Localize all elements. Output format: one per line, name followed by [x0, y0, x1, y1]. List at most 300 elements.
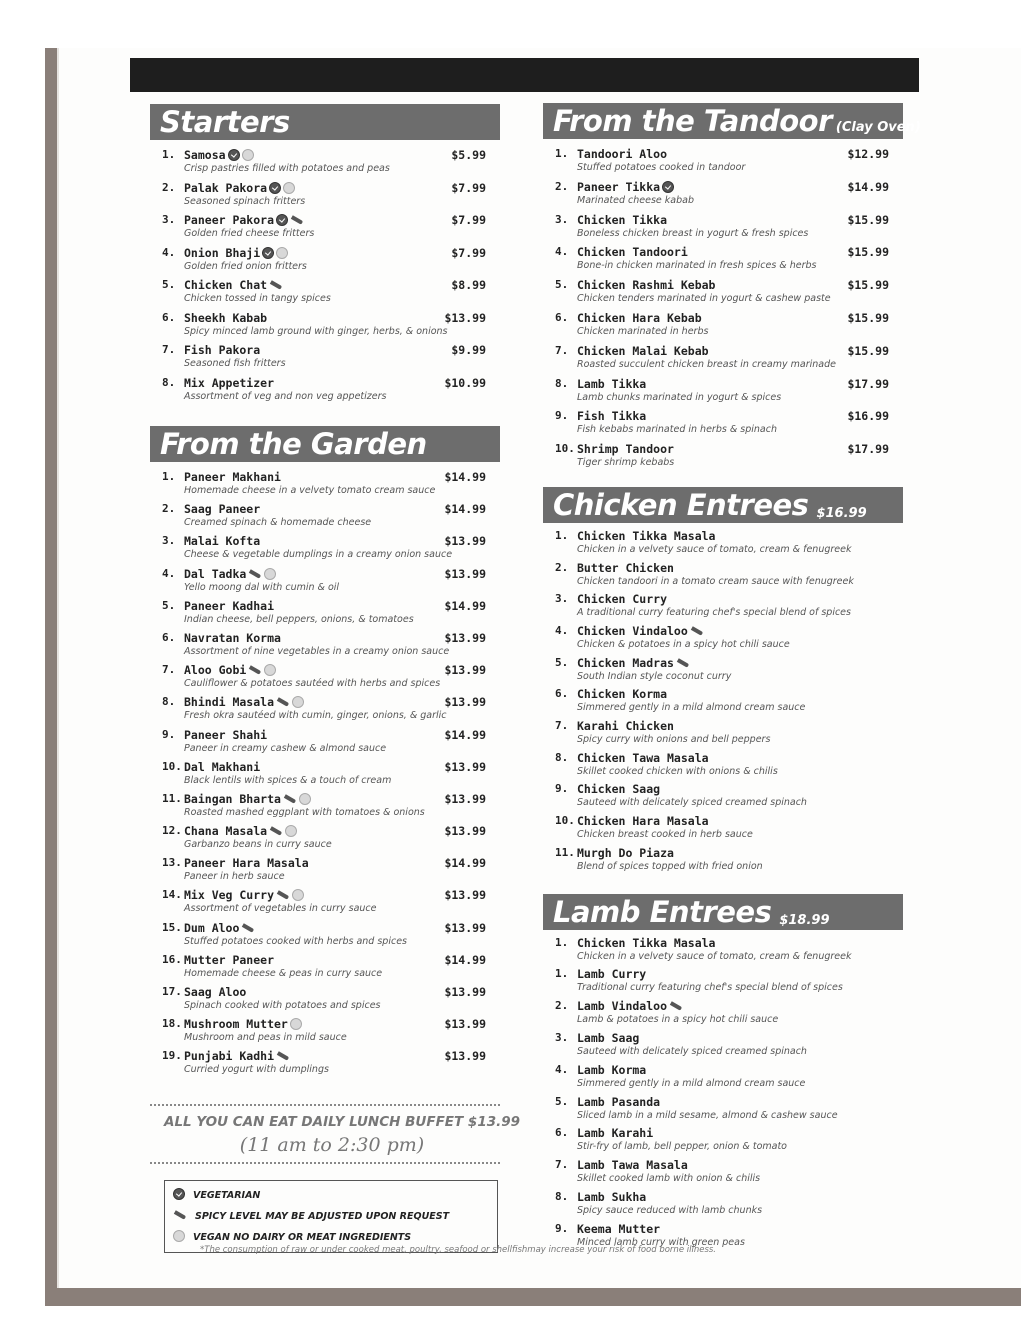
- item-description: Black lentils with spices & a touch of cream: [184, 774, 392, 786]
- menu-item: [543, 278, 903, 311]
- chili-pepper-icon: [283, 795, 297, 805]
- item-description: Golden fried onion fritters: [184, 260, 307, 272]
- item-price: $14.99: [847, 179, 889, 194]
- vegan-icon: [276, 247, 288, 259]
- menu-item: [150, 567, 500, 599]
- chili-pepper-icon: [276, 1052, 290, 1062]
- item-description: Chicken marinated in herbs: [577, 325, 709, 337]
- menu-item: [150, 311, 500, 344]
- vegan-icon: [285, 825, 297, 837]
- menu-item: [150, 888, 500, 920]
- menu-item: [543, 213, 903, 246]
- item-price: $13.99: [444, 310, 486, 325]
- item-number: 10.: [162, 759, 182, 773]
- item-description: Spinach cooked with potatoes and spices: [184, 1000, 381, 1011]
- vegetarian-icon: [276, 214, 288, 226]
- starters-header: [150, 104, 500, 140]
- item-number: 9.: [555, 409, 569, 423]
- item-description: Skillet cooked chicken with onions & chilis: [577, 765, 778, 777]
- item-number: 4.: [162, 566, 176, 580]
- menu-item: [150, 824, 500, 856]
- item-price: $13.99: [444, 566, 486, 581]
- menu-item: [150, 599, 500, 631]
- chili-pepper-icon: [276, 891, 290, 901]
- menu-item: [150, 695, 500, 727]
- item-description: Spicy minced lamb ground with ginger, herbs, & onions: [184, 325, 448, 337]
- item-number: 2.: [555, 179, 569, 193]
- item-name: Lamb Tikka: [577, 376, 647, 391]
- item-description: Boneless chicken breast in yogurt & fresh spices: [577, 227, 809, 239]
- item-description: Creamed spinach & homemade cheese: [184, 517, 372, 529]
- starters-list: [150, 148, 500, 408]
- item-number: 8.: [162, 375, 176, 389]
- menu-item: [150, 502, 500, 534]
- vegan-icon: [299, 793, 311, 805]
- menu-item: [150, 470, 500, 502]
- vegan-icon: [173, 1230, 185, 1242]
- legend-vegetarian-label: VEGETARIAN: [193, 1189, 261, 1201]
- item-name: Paneer Pakora: [184, 213, 275, 227]
- menu-item: [150, 728, 500, 760]
- item-name: Butter Chicken: [577, 560, 674, 575]
- item-name: Paneer Makhani: [184, 470, 281, 484]
- item-number: 19.: [162, 1049, 182, 1063]
- chili-pepper-icon: [669, 1002, 683, 1012]
- item-description: Stuffed potatoes cooked in tandoor: [577, 162, 746, 173]
- item-description: Chicken tossed in tangy spices: [184, 293, 331, 304]
- item-number: 8.: [162, 695, 176, 709]
- item-description: Paneer in creamy cashew & almond sauce: [184, 742, 387, 754]
- item-description: Traditional curry featuring chef's special blend of spices: [577, 982, 843, 994]
- item-number: 18.: [162, 1017, 182, 1031]
- item-name: Saag Aloo: [184, 985, 247, 999]
- menu-item: [543, 1158, 903, 1190]
- item-number: 5.: [162, 598, 176, 612]
- item-name: Saag Paneer: [184, 502, 261, 517]
- menu-item: [543, 687, 903, 719]
- item-name: Chicken Curry: [577, 592, 668, 607]
- item-name: Chicken Madras: [577, 655, 674, 670]
- chicken-header: [543, 487, 903, 523]
- item-number: 6.: [555, 310, 569, 324]
- tandoor-section: [543, 103, 921, 475]
- item-name: Punjabi Kadhi: [184, 1049, 275, 1064]
- item-price: $7.99: [451, 180, 486, 195]
- lamb-section: [543, 894, 903, 1254]
- tandoor-list: [543, 147, 903, 475]
- lamb-title: Lamb Entrees: [553, 894, 772, 929]
- item-description: Fresh okra sautéed with cumin, ginger, onions, & garlic: [184, 710, 447, 722]
- item-name: Dal Makhani: [184, 759, 261, 774]
- item-number: 2.: [555, 999, 569, 1013]
- chili-pepper-icon: [269, 827, 283, 837]
- vegetarian-icon: [173, 1188, 185, 1200]
- item-description: Lamb & potatoes in a spicy hot chili sauce: [577, 1014, 779, 1026]
- item-description: Chicken in a velvety sauce of tomato, cream & fenugreek: [577, 950, 852, 962]
- menu-item: [543, 245, 903, 278]
- item-number: 7.: [555, 1158, 569, 1172]
- item-price: $15.99: [847, 245, 889, 260]
- item-name: Baingan Bharta: [184, 791, 281, 806]
- buffet-hours: (11 am to 2:30 pm): [239, 1133, 425, 1156]
- lamb-list: [543, 936, 903, 1254]
- chili-pepper-icon: [676, 659, 690, 669]
- item-price: $13.99: [444, 985, 486, 999]
- item-price: $15.99: [847, 212, 889, 227]
- item-name: Aloo Gobi: [184, 663, 247, 678]
- item-description: Chicken tandoori in a tomato cream sauce with fenugreek: [577, 575, 854, 587]
- item-price: $13.99: [444, 888, 486, 903]
- item-number: 4.: [162, 245, 176, 259]
- item-name: Onion Bhaji: [184, 245, 261, 260]
- item-name: Chicken Korma: [577, 687, 668, 702]
- item-number: 9.: [162, 727, 176, 741]
- item-number: 1.: [555, 528, 569, 542]
- item-number: 8.: [555, 750, 569, 764]
- menu-item: [543, 1095, 903, 1127]
- item-number: 7.: [162, 663, 176, 677]
- item-number: 8.: [555, 1189, 569, 1203]
- item-number: 5.: [555, 1094, 569, 1108]
- menu-item: [150, 792, 500, 824]
- item-description: Seasoned fish fritters: [184, 358, 286, 369]
- menu-item: [543, 344, 903, 377]
- item-price: $13.99: [444, 759, 486, 774]
- item-name: Chicken Vindaloo: [577, 624, 688, 639]
- item-number: 6.: [162, 310, 176, 324]
- item-name: Dum Aloo: [184, 920, 240, 935]
- item-name: Mix Veg Curry: [184, 888, 275, 903]
- item-price: $17.99: [847, 376, 889, 391]
- vegan-icon: [292, 889, 304, 901]
- item-name: Shrimp Tandoor: [577, 442, 674, 457]
- garden-list: [150, 470, 500, 1082]
- item-price: $17.99: [847, 442, 889, 457]
- icon-legend: [164, 1180, 498, 1253]
- item-description: Crisp pastries filled with potatoes and peas: [184, 163, 390, 174]
- legend-spicy-label: SPICY LEVEL MAY BE ADJUSTED UPON REQUEST: [195, 1210, 450, 1222]
- starters-title: Starters: [160, 105, 290, 139]
- item-description: Bone-in chicken marinated in fresh spices & herbs: [577, 260, 817, 272]
- item-description: Minced lamb curry with green peas: [577, 1236, 745, 1248]
- item-description: Golden fried cheese fritters: [184, 228, 315, 239]
- menu-item: [543, 967, 903, 999]
- item-number: 9.: [555, 1221, 569, 1235]
- item-name: Keema Mutter: [577, 1221, 661, 1236]
- menu-item: [150, 953, 500, 985]
- item-number: 7.: [555, 343, 569, 357]
- menu-item: [543, 656, 903, 688]
- garden-header: [150, 426, 500, 462]
- item-price: $8.99: [451, 278, 486, 292]
- item-number: 3.: [555, 592, 569, 606]
- item-name: Chicken Tikka Masala: [577, 528, 716, 543]
- item-name: Navratan Korma: [184, 630, 281, 645]
- menu-item: [150, 631, 500, 663]
- item-number: 9.: [555, 782, 569, 796]
- menu-item: [150, 921, 500, 953]
- item-description: Tiger shrimp kebabs: [577, 457, 675, 469]
- legend-vegetarian: [173, 1185, 489, 1206]
- buffet-title: ALL YOU CAN EAT DAILY LUNCH BUFFET $13.99: [164, 1113, 521, 1130]
- item-description: Sauteed with delicately spiced creamed spinach: [577, 1045, 807, 1057]
- item-description: Blend of spices topped with fried onion: [577, 860, 763, 872]
- right-column: [543, 103, 921, 1254]
- item-name: Samosa: [184, 148, 226, 162]
- item-price: $13.99: [444, 824, 486, 839]
- tandoor-title: From the Tandoor: [553, 104, 832, 138]
- menu-item: [150, 760, 500, 792]
- menu-item: [543, 751, 903, 783]
- item-number: 4.: [555, 1062, 569, 1076]
- item-description: Yello moong dal with cumin & oil: [184, 581, 340, 593]
- item-price: $13.99: [444, 920, 486, 935]
- vegan-icon: [264, 664, 276, 676]
- chicken-list: [543, 529, 903, 878]
- menu-item: [150, 1017, 500, 1049]
- item-number: 17.: [162, 985, 182, 998]
- item-description: Stuffed potatoes cooked with herbs and spices: [184, 935, 407, 947]
- legend-spicy: [173, 1206, 489, 1227]
- item-description: Simmered gently in a mild almond cream sauce: [577, 1077, 806, 1089]
- item-name: Fish Pakora: [184, 343, 261, 357]
- item-number: 3.: [555, 1030, 569, 1044]
- item-description: Sauteed with delicately spiced creamed spinach: [577, 797, 807, 809]
- item-description: Chicken tenders marinated in yogurt & cashew paste: [577, 293, 831, 305]
- item-name: Palak Pakora: [184, 180, 268, 195]
- item-name: Sheekh Kabab: [184, 310, 268, 325]
- item-number: 11.: [162, 791, 182, 805]
- menu-item: [543, 592, 903, 624]
- menu-item: [543, 377, 903, 410]
- item-description: South Indian style coconut curry: [577, 670, 732, 682]
- item-price: $13.99: [444, 534, 486, 549]
- menu-item: [543, 1063, 903, 1095]
- vegan-icon: [242, 149, 254, 161]
- item-price: $15.99: [847, 310, 889, 325]
- item-name: Chicken Hara Masala: [577, 814, 709, 829]
- item-name: Chicken Malai Kebab: [577, 343, 709, 358]
- item-number: 2.: [162, 180, 176, 194]
- chili-pepper-icon: [290, 216, 304, 226]
- item-number: 12.: [162, 824, 182, 838]
- left-column: [150, 104, 521, 1253]
- item-description: Paneer in herb sauce: [184, 871, 285, 883]
- item-price: $16.99: [847, 409, 889, 424]
- item-number: 8.: [555, 376, 569, 390]
- item-description: Sliced lamb in a mild sesame, almond & cashew sauce: [577, 1109, 838, 1121]
- lamb-price: $18.99: [779, 912, 830, 928]
- item-description: Cheese & vegetable dumplings in a creamy onion sauce: [184, 549, 453, 561]
- vegetarian-icon: [269, 182, 281, 194]
- item-price: $15.99: [847, 343, 889, 358]
- item-price: $13.99: [444, 663, 486, 678]
- chicken-price: $16.99: [816, 505, 867, 521]
- menu-item: [543, 529, 903, 561]
- item-name: Tandoori Aloo: [577, 147, 668, 161]
- menu-item: [543, 180, 903, 213]
- item-price: $13.99: [444, 695, 486, 710]
- menu-item: [543, 624, 903, 656]
- item-price: $7.99: [451, 245, 486, 260]
- item-price: $14.99: [444, 856, 486, 871]
- item-name: Paneer Tikka: [577, 179, 661, 194]
- menu-item: [543, 1190, 903, 1222]
- item-price: $13.99: [444, 1017, 486, 1032]
- chili-pepper-icon: [269, 281, 283, 291]
- item-number: 1.: [162, 148, 176, 161]
- chili-pepper-icon: [248, 570, 262, 580]
- item-number: 1.: [555, 967, 569, 981]
- menu-item: [150, 534, 500, 566]
- item-number: 7.: [555, 719, 569, 733]
- item-description: Fish kebabs marinated in herbs & spinach: [577, 424, 777, 436]
- item-name: Dal Tadka: [184, 566, 247, 581]
- item-name: Fish Tikka: [577, 409, 647, 424]
- menu-item: [543, 846, 903, 878]
- item-price: $13.99: [444, 630, 486, 645]
- item-number: 4.: [555, 624, 569, 638]
- item-description: Homemade cheese & peas in curry sauce: [184, 967, 383, 979]
- menu-item: [543, 936, 903, 968]
- item-number: 6.: [555, 1126, 569, 1140]
- item-number: 2.: [162, 502, 176, 516]
- item-description: Assortment of veg and non veg appetizers: [184, 390, 387, 402]
- lamb-header: [543, 894, 903, 930]
- vegan-icon: [290, 1018, 302, 1030]
- item-name: Lamb Curry: [577, 967, 647, 982]
- item-number: 15.: [162, 920, 182, 934]
- item-price: $9.99: [451, 343, 486, 357]
- item-name: Lamb Tawa Masala: [577, 1158, 688, 1173]
- item-number: 5.: [162, 278, 176, 291]
- item-number: 16.: [162, 952, 182, 966]
- vegetarian-icon: [662, 181, 674, 193]
- item-number: 1.: [555, 935, 569, 949]
- item-description: Garbanzo beans in curry sauce: [184, 839, 332, 851]
- menu-item: [543, 311, 903, 344]
- item-name: Chicken Tandoori: [577, 245, 688, 260]
- item-description: Assortment of nine vegetables in a creamy onion sauce: [184, 645, 450, 657]
- item-description: Spicy curry with onions and bell peppers: [577, 734, 771, 746]
- menu-item: [543, 719, 903, 751]
- item-description: Chicken & potatoes in a spicy hot chili sauce: [577, 639, 790, 651]
- item-name: Lamb Karahi: [577, 1126, 654, 1141]
- item-name: Mix Appetizer: [184, 375, 275, 390]
- menu-item: [150, 278, 500, 311]
- item-number: 2.: [555, 560, 569, 574]
- vegan-icon: [264, 568, 276, 580]
- item-number: 3.: [555, 212, 569, 226]
- item-name: Lamb Sukha: [577, 1189, 647, 1204]
- vegan-icon: [283, 182, 295, 194]
- vegan-icon: [292, 696, 304, 708]
- menu-item: [150, 213, 500, 246]
- item-price: $5.99: [451, 148, 486, 162]
- lunch-buffet-banner: [150, 1104, 521, 1164]
- chili-pepper-icon: [241, 924, 255, 934]
- item-number: 1.: [555, 147, 569, 160]
- item-name: Chicken Tikka: [577, 212, 668, 227]
- item-number: 14.: [162, 888, 182, 902]
- legend-vegan-label: VEGAN NO DAIRY OR MEAT INGREDIENTS: [193, 1231, 412, 1243]
- garden-title: From the Garden: [160, 427, 427, 461]
- menu-item: [150, 1049, 500, 1081]
- item-name: Chicken Hara Kebab: [577, 310, 702, 325]
- menu-item: [543, 782, 903, 814]
- menu-item: [150, 148, 500, 181]
- item-price: $14.99: [444, 502, 486, 517]
- item-number: 13.: [162, 856, 182, 870]
- item-price: $7.99: [451, 213, 486, 227]
- chili-pepper-icon: [690, 627, 704, 637]
- item-number: 3.: [162, 534, 176, 548]
- menu-item: [543, 147, 903, 180]
- item-description: Marinated cheese kabab: [577, 194, 694, 206]
- menu-item: [543, 442, 903, 475]
- item-name: Mushroom Mutter: [184, 1017, 288, 1032]
- item-name: Lamb Pasanda: [577, 1094, 661, 1109]
- item-description: Lamb chunks marinated in yogurt & spices: [577, 391, 782, 403]
- item-price: $15.99: [847, 278, 889, 293]
- vegetarian-icon: [228, 149, 240, 161]
- item-name: Chicken Saag: [577, 782, 661, 797]
- menu-item: [543, 1031, 903, 1063]
- menu-item: [150, 663, 500, 695]
- item-description: Simmered gently in a mild almond cream sauce: [577, 702, 806, 714]
- item-number: 3.: [162, 213, 176, 226]
- item-description: Spicy sauce reduced with lamb chunks: [577, 1204, 763, 1216]
- item-description: Stir-fry of lamb, bell pepper, onion & tomato: [577, 1141, 787, 1153]
- menu-item: [150, 246, 500, 279]
- item-price: $13.99: [444, 1049, 486, 1064]
- tandoor-subtitle: (Clay Oven): [835, 120, 921, 135]
- chicken-section: [543, 487, 903, 878]
- item-description: Chicken breast cooked in herb sauce: [577, 829, 753, 841]
- item-name: Paneer Kadhai: [184, 598, 275, 613]
- item-price: $14.99: [444, 470, 486, 484]
- item-name: Chicken Tikka Masala: [577, 935, 716, 950]
- item-name: Lamb Saag: [577, 1030, 640, 1045]
- top-banner-bar: [130, 58, 919, 92]
- item-name: Chicken Tawa Masala: [577, 750, 709, 765]
- chicken-title: Chicken Entrees: [553, 487, 809, 522]
- item-description: Assortment of vegetables in curry sauce: [184, 903, 377, 915]
- menu-item: [543, 1126, 903, 1158]
- item-price: $14.99: [444, 727, 486, 742]
- item-number: 1.: [162, 470, 176, 483]
- item-name: Karahi Chicken: [577, 719, 674, 734]
- chili-pepper-icon: [248, 666, 262, 676]
- garden-section: [150, 426, 500, 1082]
- item-price: $10.99: [444, 375, 486, 390]
- item-number: 10.: [555, 442, 575, 456]
- menu-item: [543, 814, 903, 846]
- menu-item: [150, 343, 500, 376]
- menu-item: [543, 409, 903, 442]
- chili-pepper-icon: [276, 698, 290, 708]
- item-name: Mutter Paneer: [184, 952, 275, 967]
- item-price: $13.99: [444, 791, 486, 806]
- item-number: 11.: [555, 845, 575, 859]
- menu-item: [150, 985, 500, 1017]
- item-description: Roasted mashed eggplant with tomatoes & onions: [184, 806, 425, 818]
- menu-item: [150, 376, 500, 409]
- item-description: Mushroom and peas in mild sauce: [184, 1032, 347, 1044]
- item-number: 5.: [555, 655, 569, 669]
- item-name: Malai Kofta: [184, 534, 261, 549]
- item-description: Seasoned spinach fritters: [184, 195, 306, 207]
